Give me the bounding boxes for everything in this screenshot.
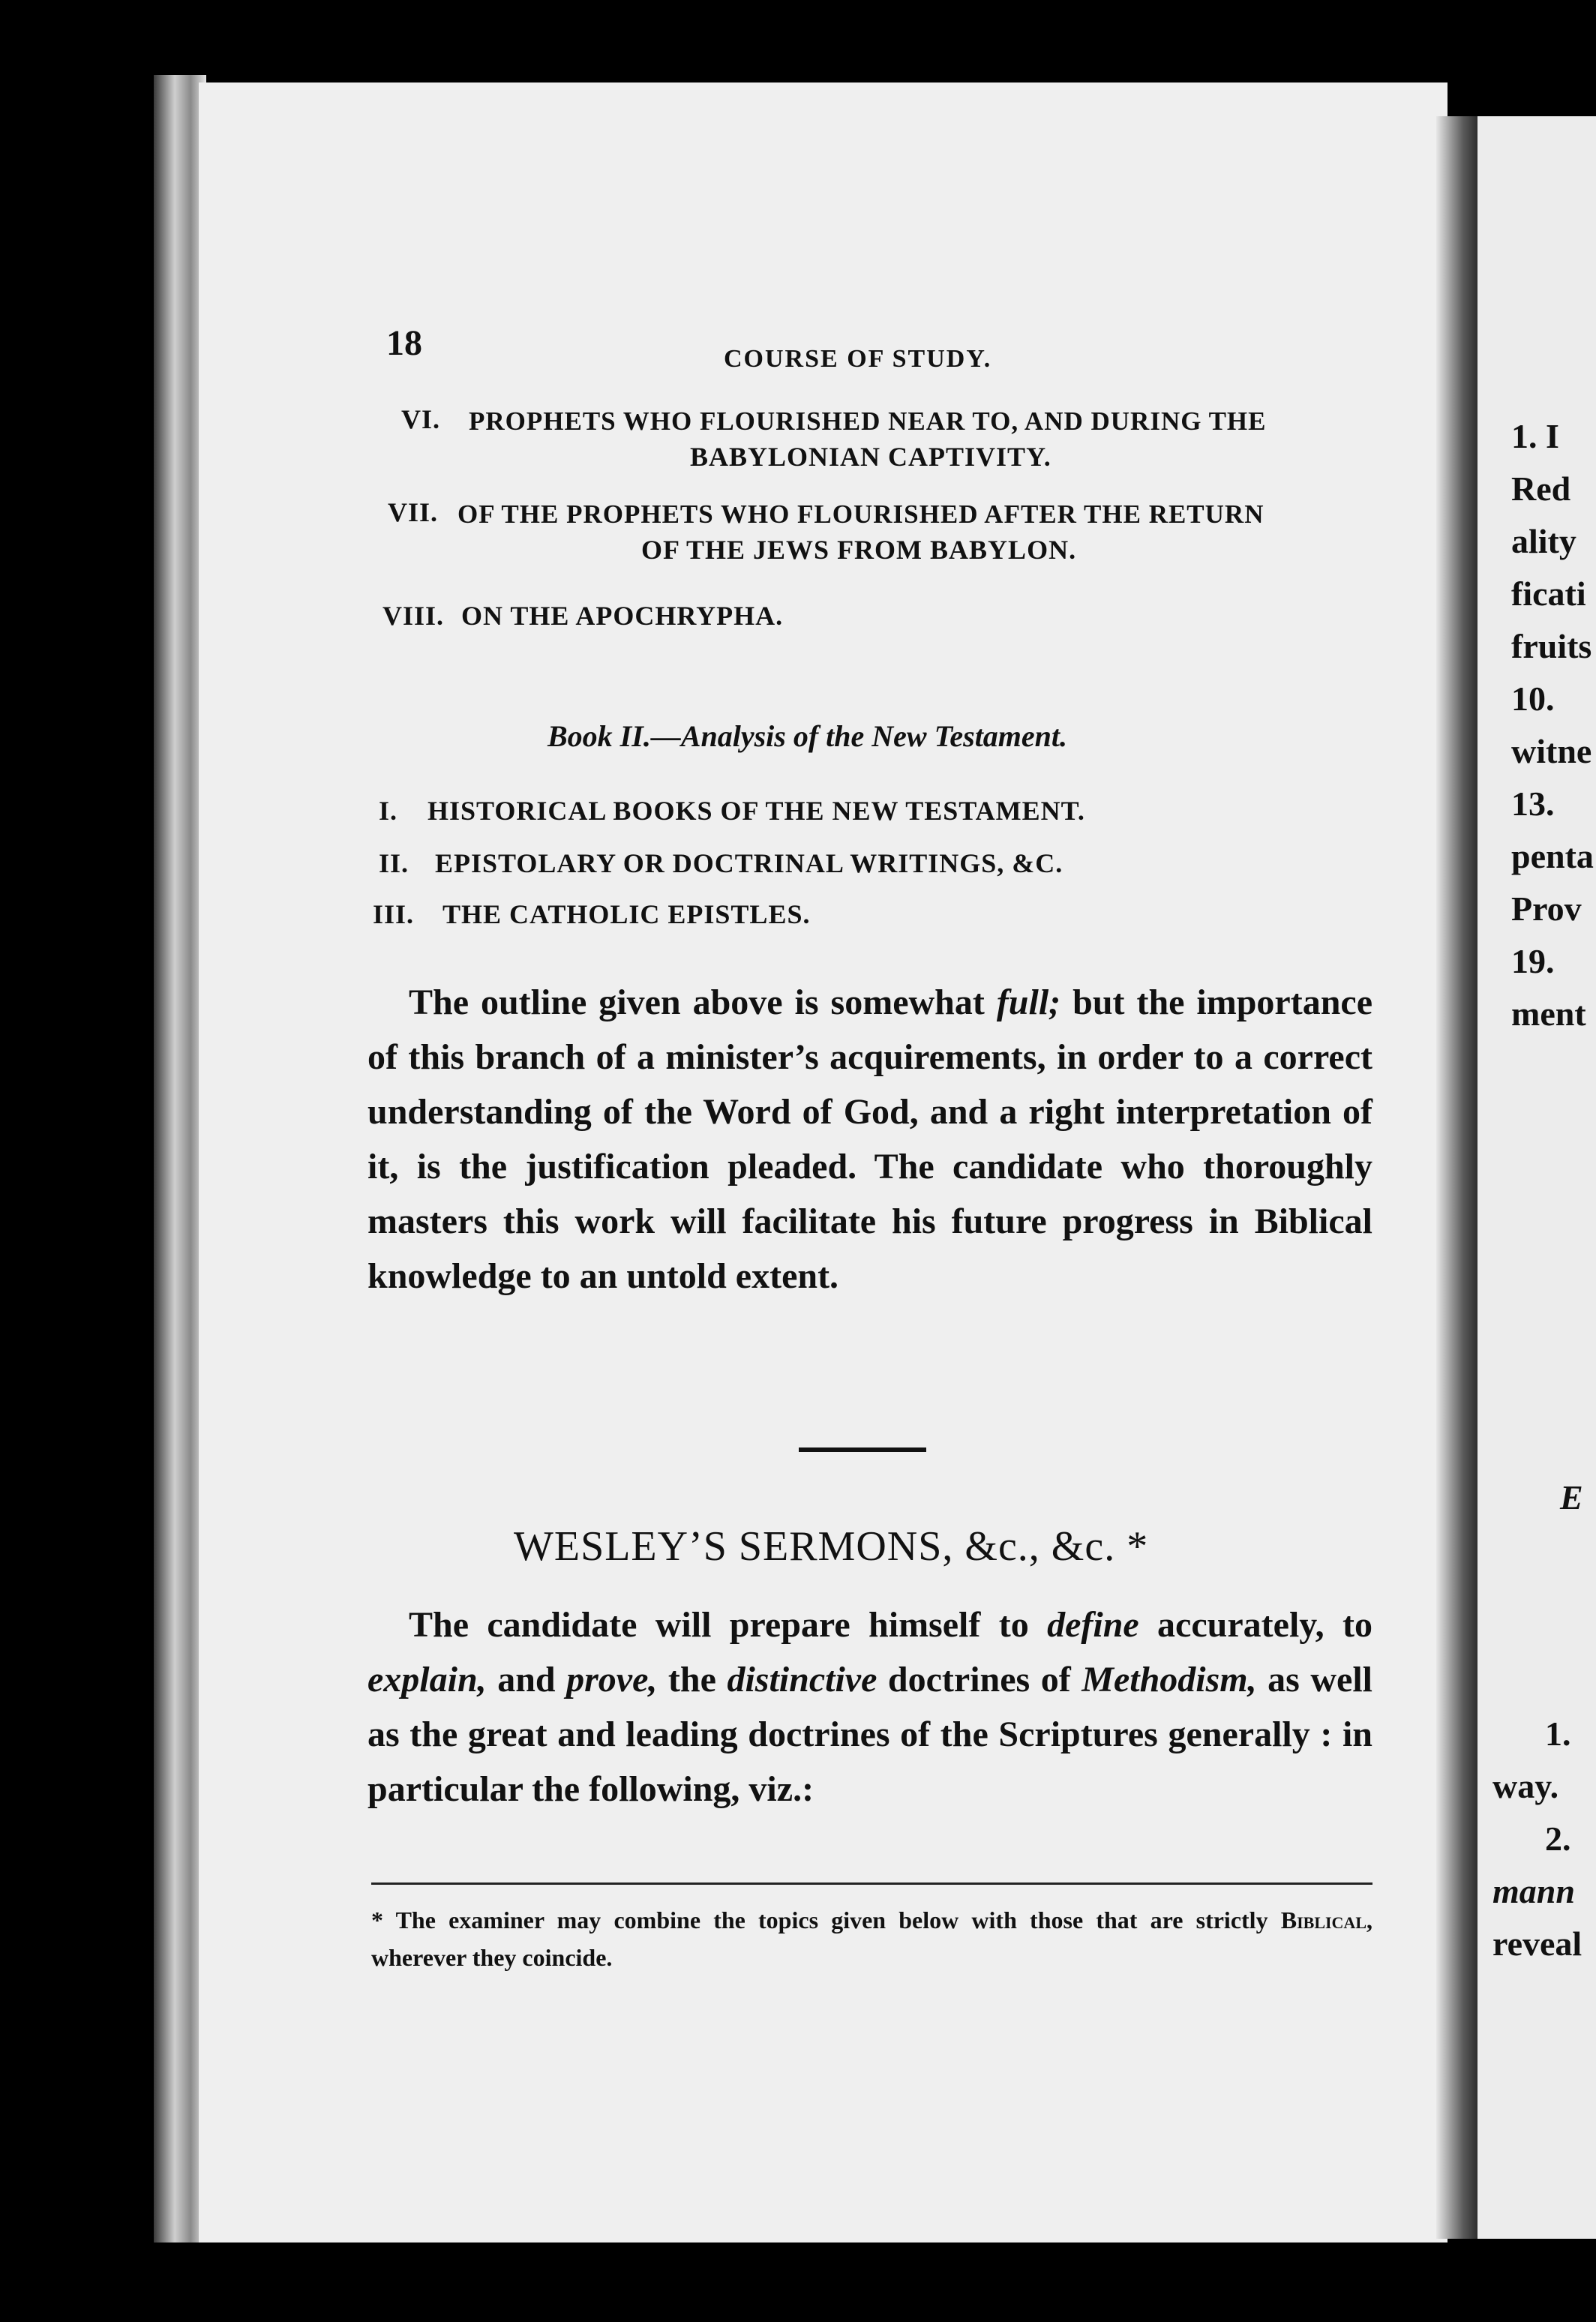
right-fragment: Prov <box>1511 890 1582 928</box>
emphasis-distinctive: distinctive <box>727 1660 878 1700</box>
text-run: wherever they coincide. <box>371 1944 613 1971</box>
small-caps-biblical: Biblical, <box>1280 1906 1372 1934</box>
paragraph-outline <box>368 975 1372 1304</box>
right-fragment: 13. <box>1511 784 1555 823</box>
right-fragment: E <box>1560 1478 1583 1516</box>
item-numeral: VIII. <box>382 601 445 631</box>
text-run: but the importance of this branch of a minister’s acquirements, in order to a correct understanding of the Word of God, and a right interpretation of it, is the justification pleaded. The candidate who thoroughly masters this work will facilitate his future progress in Biblical knowledge to an untold extent. <box>368 982 1373 1296</box>
emphasis-prove: prove, <box>566 1660 658 1700</box>
item-text: OF THE JEWS FROM BABYLON. <box>641 535 1077 565</box>
right-fragment: ment <box>1511 994 1586 1033</box>
right-fragment: Red <box>1511 470 1571 508</box>
right-fragment: 10. <box>1511 680 1555 718</box>
emphasis-explain: explain, <box>368 1660 487 1700</box>
text-run: The candidate will prepare himself to <box>409 1605 1048 1645</box>
text-run: The outline given above is somewhat <box>409 982 997 1022</box>
right-fragment: reveal <box>1492 1924 1582 1963</box>
right-fragment: 1. <box>1545 1714 1571 1753</box>
text-run: and <box>486 1660 567 1700</box>
item-text: OF THE PROPHETS WHO FLOURISHED AFTER THE RETURN <box>458 500 1264 529</box>
text-run: as well as the great and leading doctrines of the Scriptures generally : in particular the following, viz.: <box>368 1660 1373 1809</box>
text-run: accurately, to <box>1138 1605 1372 1645</box>
book-heading: Book II.—Analysis of the New Testament. <box>548 719 1068 753</box>
emphasis-full: full; <box>996 982 1061 1022</box>
footnote <box>371 1901 1372 1976</box>
footnote-rule <box>371 1882 1372 1885</box>
item-numeral: VII. <box>388 497 439 527</box>
emphasis-define: define <box>1047 1605 1139 1645</box>
item-numeral: VI. <box>401 404 441 434</box>
item-numeral: I. <box>379 796 398 826</box>
item-numeral: III. <box>373 899 415 929</box>
item-text: PROPHETS WHO FLOURISHED NEAR TO, AND DURING THE <box>469 406 1267 436</box>
right-fragment: penta <box>1511 837 1594 875</box>
item-text: THE CATHOLIC EPISTLES. <box>442 899 811 929</box>
page-gutter <box>1436 116 1481 2239</box>
text-run: the <box>657 1660 728 1700</box>
right-fragment: way. <box>1492 1767 1559 1805</box>
text-run: doctrines of <box>877 1660 1082 1700</box>
page-number: 18 <box>386 323 422 363</box>
book-page-right <box>1478 116 1596 2239</box>
item-text: EPISTOLARY OR DOCTRINAL WRITINGS, &C. <box>435 848 1064 878</box>
right-fragment: ficati <box>1511 574 1586 613</box>
paragraph-doctrines <box>368 1598 1372 1816</box>
item-numeral: II. <box>379 848 410 878</box>
item-text: ON THE APOCHRYPHA. <box>461 601 784 631</box>
item-text: HISTORICAL BOOKS OF THE NEW TESTAMENT. <box>428 796 1085 826</box>
right-fragment: mann <box>1492 1872 1575 1910</box>
book-page-left <box>199 82 1448 2242</box>
emphasis-methodism: Methodism, <box>1082 1660 1257 1700</box>
right-fragment: witne <box>1511 732 1592 770</box>
section-title: WESLEY’S SERMONS, &c., &c. * <box>514 1523 1149 1570</box>
right-fragment: 2. <box>1545 1820 1571 1858</box>
item-text: BABYLONIAN CAPTIVITY. <box>690 442 1052 472</box>
right-fragment: 19. <box>1511 942 1555 980</box>
section-divider <box>799 1448 926 1452</box>
text-run: * The examiner may combine the topics given below with those that are strictly <box>371 1906 1281 1934</box>
right-fragment: ality <box>1511 522 1576 560</box>
running-head: COURSE OF STUDY. <box>724 345 992 373</box>
right-fragment: 1. I <box>1511 417 1559 455</box>
right-fragment: fruits <box>1511 627 1592 665</box>
